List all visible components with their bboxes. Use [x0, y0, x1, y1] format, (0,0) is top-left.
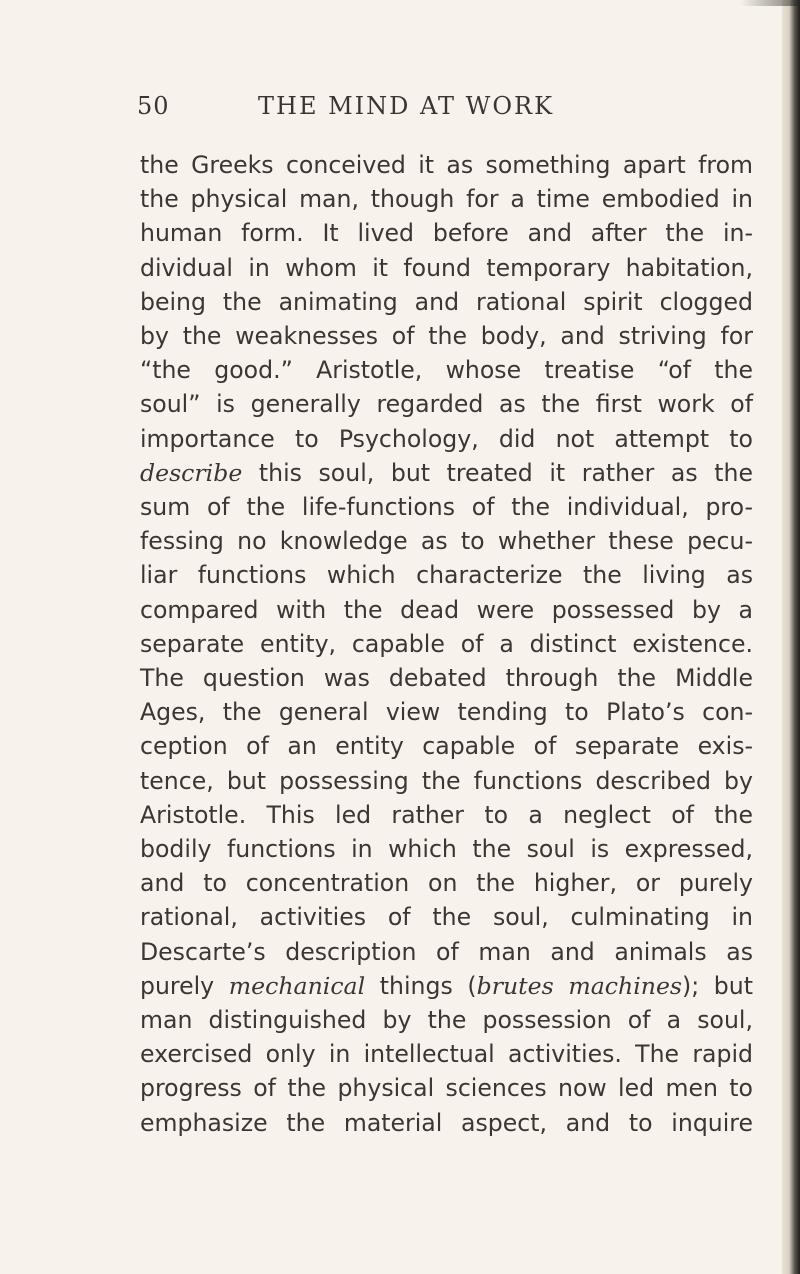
- text-run: bodily functions in which the soul is expressed,: [140, 835, 753, 864]
- text-line: [140, 524, 753, 558]
- text-line: [140, 866, 753, 900]
- text-line: [140, 148, 753, 182]
- running-title: THE MIND AT WORK: [258, 92, 555, 120]
- text-line: [140, 1106, 753, 1140]
- italic-text: mechanical: [228, 971, 366, 1000]
- text-line: [140, 935, 753, 969]
- text-line: [140, 1037, 753, 1071]
- text-run: the Greeks conceived it as something apart from: [140, 151, 753, 179]
- text-run: separate entity, capable of a distinct existence.: [140, 629, 753, 658]
- text-run: The question was debated through the Middle: [140, 664, 753, 693]
- text-run: ); but: [682, 971, 753, 1000]
- text-run: compared with the dead were possessed by a: [140, 595, 753, 624]
- text-line: [140, 456, 753, 490]
- text-line: [140, 661, 753, 695]
- text-line: [140, 216, 753, 250]
- text-run: human form. It lived before and after the in-: [140, 219, 753, 248]
- text-line: [140, 251, 753, 285]
- text-line: [140, 353, 753, 387]
- text-run: “the good.” Aristotle, whose treatise “of the: [140, 356, 753, 385]
- text-run: Aristotle. This led rather to a neglect of the: [140, 800, 753, 829]
- text-line: [140, 558, 753, 592]
- text-line: [140, 627, 753, 661]
- running-header: [137, 92, 752, 132]
- text-run: emphasize the material aspect, and to inquire: [140, 1108, 753, 1137]
- text-run: dividual in whom it found temporary habitation,: [140, 253, 753, 282]
- text-line: [140, 490, 753, 524]
- page-number: 50: [137, 92, 170, 120]
- text-run: this soul, but treated it rather as the: [242, 458, 753, 487]
- text-line: [140, 764, 753, 798]
- text-run: tence, but possessing the functions described by: [140, 766, 753, 795]
- text-run: soul” is generally regarded as the first work of: [140, 390, 753, 419]
- text-run: being the animating and rational spirit clogged: [140, 287, 753, 316]
- text-line: [140, 387, 753, 421]
- text-run: by the weaknesses of the body, and striving for: [140, 322, 753, 351]
- text-line: [140, 593, 753, 627]
- text-run: exercised only in intellectual activities. The rapid: [140, 1040, 753, 1069]
- page-corner-shadow: [740, 0, 800, 6]
- text-run: things (: [365, 971, 477, 1000]
- italic-text: describe: [140, 458, 243, 487]
- text-run: Descarte’s description of man and animals as: [140, 937, 753, 966]
- text-line: [140, 422, 753, 456]
- text-line: [140, 1003, 753, 1037]
- text-run: progress of the physical sciences now led men to: [140, 1074, 753, 1103]
- text-line: [140, 695, 753, 729]
- text-line: [140, 319, 753, 353]
- text-run: man distinguished by the possession of a soul,: [140, 1006, 753, 1035]
- text-run: and to concentration on the higher, or purely: [140, 869, 753, 898]
- text-line: [140, 1071, 753, 1105]
- text-line: [140, 798, 753, 832]
- text-run: Ages, the general view tending to Plato’s con-: [140, 698, 753, 727]
- text-run: importance to Psychology, did not attempt to: [140, 424, 753, 453]
- text-run: liar functions which characterize the living as: [140, 561, 753, 590]
- text-line: [140, 285, 753, 319]
- body-text: [140, 148, 753, 1140]
- text-run: sum of the life-functions of the individual, pro-: [140, 493, 753, 522]
- text-line: [140, 832, 753, 866]
- page-binding-edge: [782, 0, 800, 1274]
- italic-text: brutes machines: [476, 971, 683, 1000]
- text-run: rational, activities of the soul, culminating in: [140, 903, 753, 932]
- text-line: [140, 900, 753, 934]
- text-line: [140, 182, 753, 216]
- text-run: the physical man, though for a time embodied in: [140, 185, 753, 214]
- text-run: purely: [140, 971, 229, 1000]
- text-run: fessing no knowledge as to whether these pecu-: [140, 527, 753, 556]
- text-line: [140, 969, 753, 1003]
- text-run: ception of an entity capable of separate exis-: [140, 732, 753, 761]
- text-line: [140, 729, 753, 763]
